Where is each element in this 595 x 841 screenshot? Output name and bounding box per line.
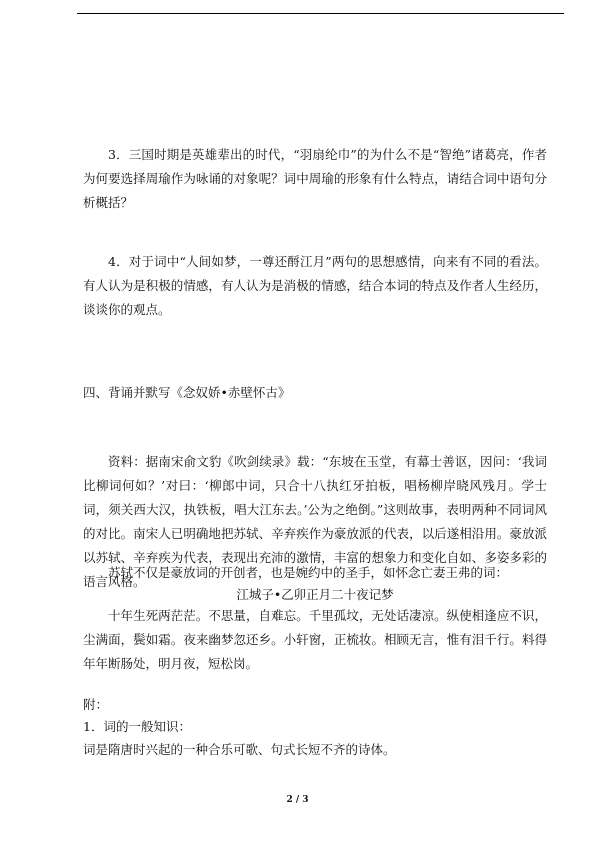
section-heading-4: 四、背诵并默写《念奴娇•赤壁怀古》 [83, 385, 291, 400]
header-rule [77, 13, 564, 14]
poem-title: 江城子•乙卯正月二十夜记梦 [236, 587, 394, 602]
appendix-item-1: 1．词的一般知识： [83, 719, 191, 734]
appendix-heading: 附： [83, 697, 109, 712]
transition-sentence: 苏轼不仅是豪放词的开创者，也是婉约中的圣手，如怀念亡妻王弗的词： [108, 565, 509, 580]
reference-material: 资料：据南宋俞文豹《吹剑续录》载：“东坡在玉堂，有幕士善讴，因问：‘我词比柳词何如？’对曰：‘柳郎中词，只合十八执红牙拍板，唱杨柳岸晓风残月。学士词，须关西大汉，执铁板，唱大江东去。’公为之绝倒。”这则故事，表明两种不同词风的对比。南宋人已明确地把苏轼、辛弃疾作为豪放派的代表，以后遂相沿用。豪放派以苏轼、辛弃疾为代表，表现出充沛的激情，丰富的想象力和变化自如、多姿多彩的语言风格。 [83, 454, 547, 589]
poem-body: 十年生死两茫茫。不思量，自难忘。千里孤坟，无处话凄凉。纵使相逢应不识，尘满面，鬓如霜。夜来幽梦忽还乡。小轩窗，正梳妆。相顾无言，惟有泪千行。料得年年断肠处，明月夜，短松岗。 [83, 608, 547, 671]
question-3: 3．三国时期是英雄辈出的时代，“羽扇纶巾”的为什么不是“智绝”诸葛亮，作者为何要选择周瑜作为咏诵的对象呢？词中周瑜的形象有什么特点，请结合词中语句分析概括？ [83, 147, 547, 210]
question-4: 4．对于词中“人间如梦，一尊还酹江月”两句的思想感情，向来有不同的看法。有人认为是积极的情感，有人认为是消极的情感，结合本词的特点及作者人生经历，谈谈你的观点。 [83, 254, 547, 317]
appendix-definition: 词是隋唐时兴起的一种合乐可歌、句式长短不齐的诗体。 [83, 742, 396, 757]
page-number: 2 / 3 [286, 795, 309, 805]
